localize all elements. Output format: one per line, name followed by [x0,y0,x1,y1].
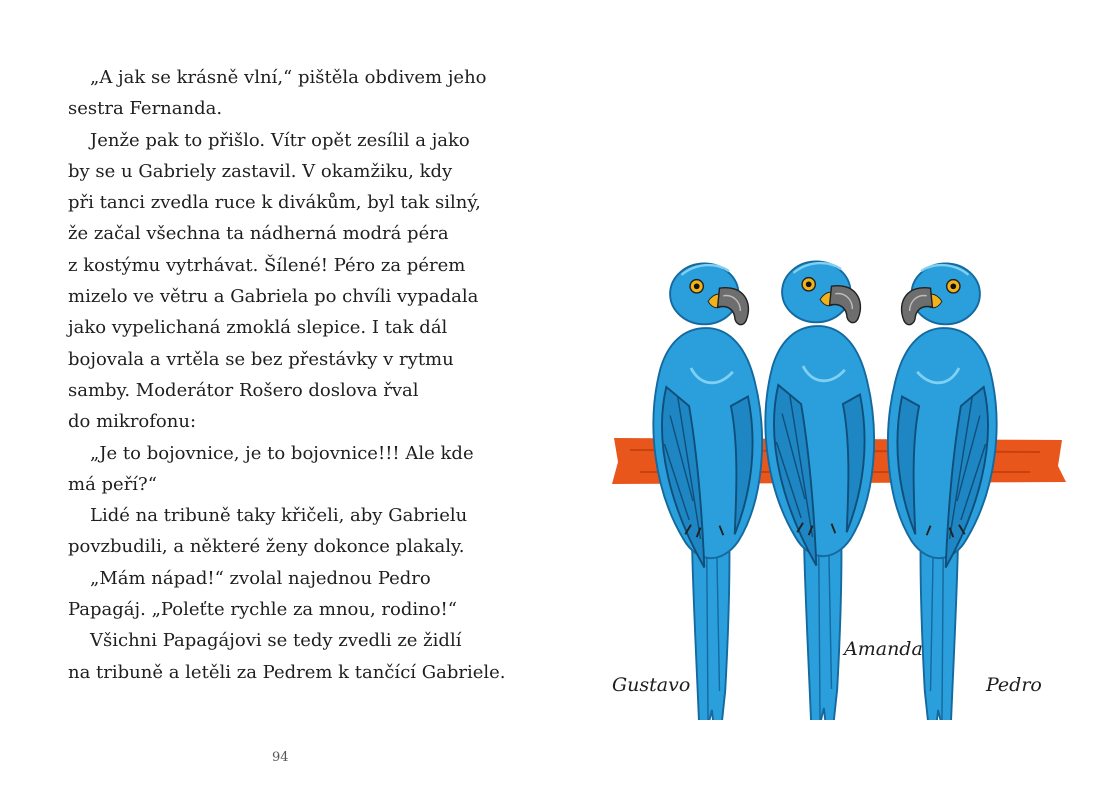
text-line: „A jak se krásně vlní,“ pištěla obdivem jeho [90,67,487,88]
text-line: mizelo ve větru a Gabriela po chvíli vypadala [68,286,479,308]
text-line: povzbudili, a některé ženy dokonce plakaly. [68,536,465,558]
text-line: sestra Fernanda. [68,98,223,120]
page-number: 94 [272,750,289,765]
text-line: bojovala a vrtěla se bez přestávky v rytmu [68,348,454,370]
text-line: z kostýmu vytrhávat. Šílené! Péro za pérem [68,254,466,276]
parrot-gustavo [653,264,762,721]
parrots-illustration [600,240,1080,720]
label-amanda: Amanda [844,638,923,660]
text-line: samby. Moderátor Rošero doslova řval [68,379,419,401]
story-text [68,62,506,688]
text-line: Jenže pak to přišlo. Vítr opět zesílil a jako [90,129,470,151]
text-line: by se u Gabriely zastavil. V okamžiku, kdy [68,160,453,182]
label-gustavo: Gustavo [612,674,691,696]
text-line: Všichni Papagájovi se tedy zvedli ze židlí [90,630,462,652]
text-line: na tribuně a letěli za Pedrem k tančící Gabriele. [68,661,506,683]
text-line: „Mám nápad!“ zvolal najednou Pedro [90,567,431,589]
text-line: do mikrofonu: [68,411,197,433]
text-line: Papagáj. „Poleťte rychle za mnou, rodino!“ [68,599,457,621]
label-pedro: Pedro [986,674,1042,696]
text-line: že začal všechna ta nádherná modrá péra [68,223,449,245]
text-line: má peří?“ [68,473,157,495]
text-line: jako vypelichaná zmoklá slepice. I tak dál [68,317,448,339]
text-line: „Je to bojovnice, je to bojovnice!!! Ale kde [90,442,474,464]
text-line: Lidé na tribuně taky křičeli, aby Gabrielu [90,505,468,527]
text-line: při tanci zvedla ruce k divákům, byl tak silný, [68,192,481,214]
